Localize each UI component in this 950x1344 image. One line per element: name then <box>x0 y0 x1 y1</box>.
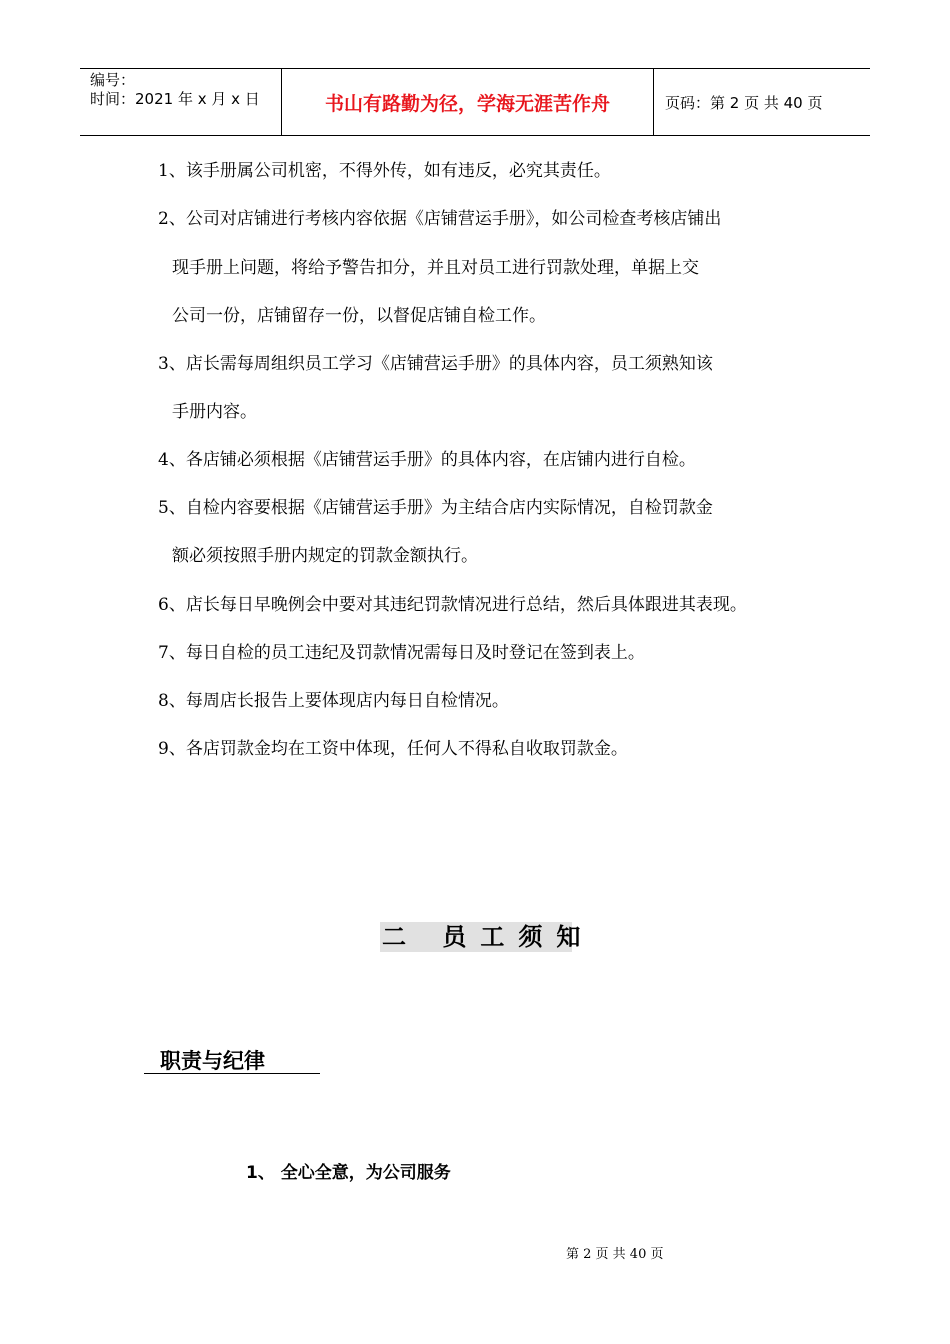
document-number-label: 编号： <box>90 71 136 89</box>
list-item-continuation <box>172 545 478 567</box>
list-item-continuation <box>172 257 699 279</box>
page-footer: 第 2 页 共 40 页 <box>566 1247 664 1262</box>
list-item-line: 9、各店罚款金均在工资中体现，任何人不得私自收取罚款金。 <box>158 739 628 759</box>
list-item <box>158 208 721 230</box>
header-meta-cell <box>80 69 281 135</box>
document-time-label: 时间：2021 年 x 月 x 日 <box>90 90 260 108</box>
page-header <box>80 68 870 136</box>
list-item-line: 额必须按照手册内规定的罚款金额执行。 <box>172 546 478 566</box>
list-item-line: 8、每周店长报告上要体现店内每日自检情况。 <box>158 691 509 711</box>
list-item-line: 1、该手册属公司机密，不得外传，如有违反，必究其责任。 <box>158 161 611 181</box>
header-divider <box>653 69 654 135</box>
list-item-line: 公司一份，店铺留存一份，以督促店铺自检工作。 <box>172 306 546 326</box>
list-item-line: 3、店长需每周组织员工学习《店铺营运手册》的具体内容，员工须熟知该 <box>158 354 713 374</box>
list-item-line: 4、各店铺必须根据《店铺营运手册》的具体内容，在店铺内进行自检。 <box>158 450 696 470</box>
list-item <box>158 594 747 616</box>
list-item <box>158 353 713 375</box>
section-title: 二 员工须知 <box>382 923 595 951</box>
list-item <box>158 497 713 519</box>
header-page-number: 页码：第 2 页 共 40 页 <box>665 93 823 112</box>
list-item-line: 手册内容。 <box>172 402 257 422</box>
list-item <box>158 160 611 182</box>
list-item-continuation <box>172 305 546 327</box>
point-heading: 1、 全心全意，为公司服务 <box>246 1163 451 1183</box>
list-item-line: 5、自检内容要根据《店铺营运手册》为主结合店内实际情况，自检罚款金 <box>158 498 713 518</box>
list-item <box>158 642 645 664</box>
list-item-line: 现手册上问题，将给予警告扣分，并且对员工进行罚款处理，单据上交 <box>172 258 699 278</box>
list-item <box>158 690 509 712</box>
list-item <box>158 449 696 471</box>
list-item-line: 6、店长每日早晚例会中要对其违纪罚款情况进行总结，然后具体跟进其表现。 <box>158 595 747 615</box>
list-item-line: 2、公司对店铺进行考核内容依据《店铺营运手册》，如公司检查考核店铺出 <box>158 209 722 229</box>
header-motto: 书山有路勤为径，学海无涯苦作舟 <box>324 92 610 115</box>
list-item-continuation <box>172 401 257 423</box>
subsection-heading: 职责与纪律 <box>144 1048 320 1074</box>
list-item-line: 7、每日自检的员工违纪及罚款情况需每日及时登记在签到表上。 <box>158 643 645 663</box>
list-item <box>158 738 628 760</box>
